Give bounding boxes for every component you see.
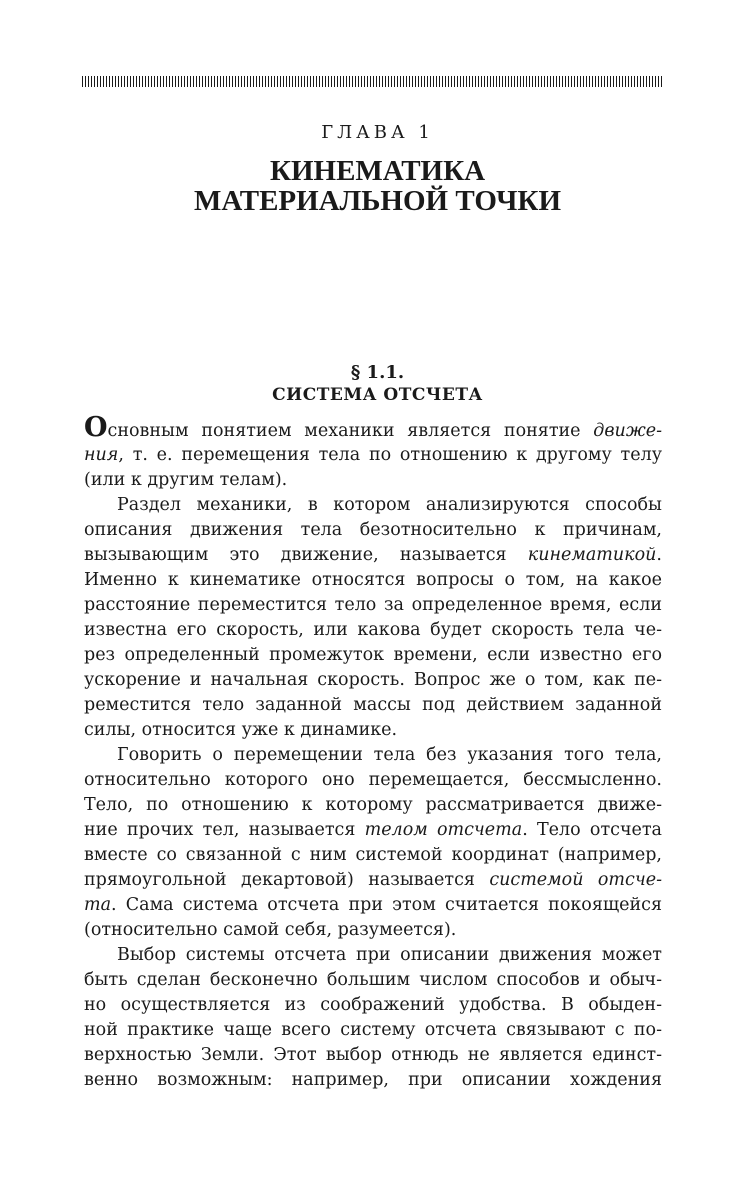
text-line: венно возможным: например, при описании хождения: [84, 1070, 662, 1090]
chapter-title-line-2: МАТЕРИАЛЬНОЙ ТОЧКИ: [193, 185, 562, 217]
text-line: силы, относится уже к динамике.: [84, 720, 398, 740]
text-line: Раздел механики, в котором анализируются способы: [117, 495, 662, 515]
text-line: Основным понятием механики является понятие движе-: [84, 412, 662, 443]
text-line: быть сделан бесконечно большим числом способов и обыч-: [84, 970, 662, 990]
text-line: Именно к кинематике относятся вопросы о том, на какое: [84, 570, 662, 590]
section-title: СИСТЕМА ОТСЧЕТА: [272, 385, 483, 405]
text-line: вместе со связанной с ним системой координат (например,: [84, 845, 662, 865]
section-number: § 1.1.: [350, 362, 405, 383]
text-line: та. Сама система отсчета при этом считается покоящейся: [84, 895, 662, 915]
text-line: описания движения тела безотносительно к причинам,: [84, 520, 662, 540]
text-line: но осуществляется из соображений удобства. В обыден-: [84, 995, 662, 1015]
text-line: известна его скорость, или какова будет скорость тела че-: [84, 620, 662, 640]
text-line: ной практике чаще всего систему отсчета связывают с по-: [84, 1020, 662, 1040]
text-line: рез определенный промежуток времени, если известно его: [84, 645, 662, 665]
text-line: Тело, по отношению к которому рассматривается движе-: [84, 795, 662, 815]
header-rule: [82, 76, 664, 87]
text-line: Выбор системы отсчета при описании движения может: [117, 945, 662, 965]
text-line: ния, т. е. перемещения тела по отношению к другому телу: [84, 445, 662, 465]
text-line: вызывающим это движение, называется кинематикой.: [84, 545, 662, 565]
text-line: (относительно самой себя, разумеется).: [84, 920, 457, 940]
text-line: (или к другим телам).: [84, 470, 288, 490]
chapter-label: ГЛАВА 1: [321, 122, 434, 143]
text-line: относительно которого оно перемещается, бессмысленно.: [84, 770, 662, 790]
text-line: ускорение и начальная скорость. Вопрос же о том, как пе-: [84, 670, 662, 690]
text-line: расстояние переместится тело за определенное время, если: [84, 595, 662, 615]
drop-cap: О: [84, 412, 108, 443]
text-line: реместится тело заданной массы под действием заданной: [84, 695, 662, 715]
text-line: Говорить о перемещении тела без указания того тела,: [117, 745, 662, 765]
text-line: верхностью Земли. Этот выбор отнюдь не является единст-: [84, 1045, 662, 1065]
chapter-title-line-1: КИНЕМАТИКА: [269, 155, 486, 187]
text-line: прямоугольной декартовой) называется системой отсче-: [84, 870, 662, 890]
body-text: [84, 412, 662, 1093]
text-line: ние прочих тел, называется телом отсчета. Тело отсчета: [84, 820, 662, 840]
chapter-title: [0, 156, 755, 216]
